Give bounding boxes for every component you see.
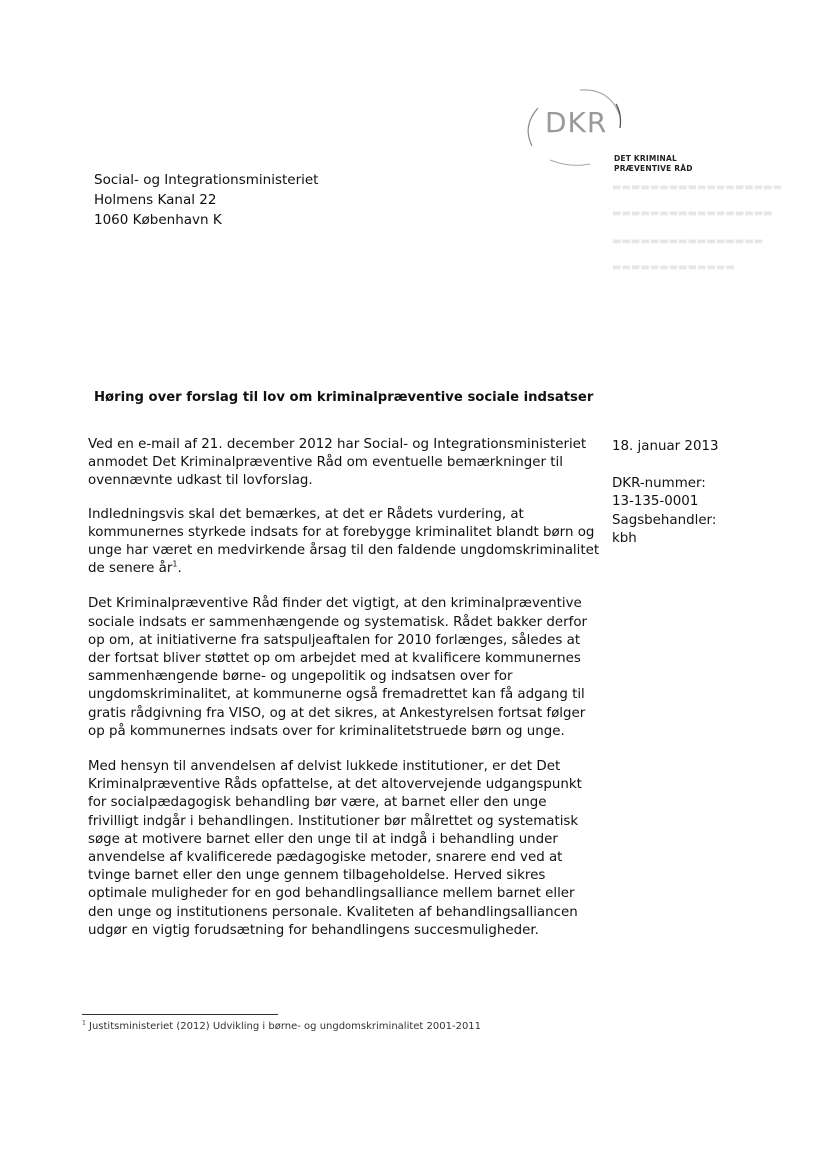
address-line: Holmens Kanal 22: [94, 192, 217, 208]
bleed-through: ▬▬▬▬▬▬▬▬▬▬▬▬▬▬▬▬: [612, 236, 764, 247]
ref-label: DKR-nummer:: [612, 475, 706, 491]
letter-date: 18. januar 2013: [612, 439, 719, 454]
letter-subject: Høring over forslag til lov om kriminalpræventive sociale indsatser: [94, 390, 594, 405]
bleed-through: ▬▬▬▬▬▬▬▬▬▬▬▬▬▬▬▬▬▬: [612, 182, 783, 193]
body-paragraph: Indledningsvis skal det bemærkes, at det er Rådets vurdering, at kommunernes styrkede indsats for at forebygge kriminalitet blandt børn og unge har været en medvirkende årsag til den faldende ungdomskriminalitet de senere $år^1$.: [88, 506, 600, 577]
handler-value: kbh: [612, 531, 637, 546]
letter-body: [88, 436, 600, 958]
logo-name: [614, 154, 693, 174]
footnote-divider: [82, 1014, 278, 1015]
recipient-address: [94, 170, 318, 230]
bleed-through: ▬▬▬▬▬▬▬▬▬▬▬▬▬▬▬▬▬: [612, 208, 773, 219]
logo-line-2: PRÆVENTIVE RÅD: [614, 164, 693, 173]
paragraph-text: Indledningsvis skal det bemærkes, at det er Rådets vurdering, at kommunernes styrkede indsats for at forebygge kriminalitet blandt børn og unge har været en medvirkende årsag til den faldende ungdomskriminalitet de senere år: [88, 506, 600, 577]
logo-mark: DKR: [545, 106, 608, 139]
body-paragraph: Med hensyn til anvendelsen af delvist lukkede institutioner, er det Det Kriminalpræventive Råds opfattelse, at det altovervejende udgangspunkt for socialpædagogisk behandling bør være, at barnet eller den unge frivilligt indgår i behandlingen. Institutioner bør målrettet og systematisk søge at motivere barnet eller den unge til at indgå i behandling under anvendelse af kvalificerede pædagogiske metoder, snarere end ved at tvinge barnet eller den unge gennem tilbageholdelse. Herved sikres optimale muligheder for en god behandlingsalliance mellem barnet eller den unge og institutionens personale. Kvaliteten af behandlingsalliancen udgør en vigtig forudsætning for behandlingens succesmuligheder.: [88, 759, 582, 938]
bleed-through: ▬▬▬▬▬▬▬▬▬▬▬▬▬: [612, 262, 735, 273]
body-paragraph: Det Kriminalpræventive Råd finder det vigtigt, at den kriminalpræventive sociale indsats er sammenhængende og systematisk. Rådet bakker derfor op om, at initiativerne fra satspuljeaftalen for 2010 forlænges, således at der fortsat bliver støttet op om arbejdet med at kvalificere kommunernes sammenhængende børne- og ungepolitik og indsatsen over for ungdomskriminalitet, at kommunerne også fremadrettet kan få adgang til gratis rådgivning fra VISO, og at det sikres, at Ankestyrelsen fortsat følger op på kommunernes indsats over for kriminalitetstruede børn og unge.: [88, 596, 588, 739]
address-line: 1060 København K: [94, 212, 222, 228]
footnote-mark: 1: [82, 1019, 86, 1027]
ref-value: 13-135-0001: [612, 494, 699, 509]
logo-line-1: DET KRIMINAL: [614, 154, 677, 163]
handler-label: Sagsbehandler:: [612, 512, 717, 528]
footnote-text: Justitsministeriet (2012) Udvikling i børne- og ungdomskriminalitet 2001-2011: [89, 1021, 482, 1032]
address-line: Social- og Integrationsministeriet: [94, 172, 319, 188]
body-paragraph: Ved en e-mail af 21. december 2012 har Social- og Integrationsministeriet anmodet Det Kriminalpræventive Råd om eventuelle bemærkninger til ovennævnte udkast til lovforslag.: [88, 437, 587, 489]
footnote-ref[interactable]: 1: [172, 559, 178, 569]
footnote: [82, 1021, 481, 1032]
reference-column: [612, 438, 719, 549]
